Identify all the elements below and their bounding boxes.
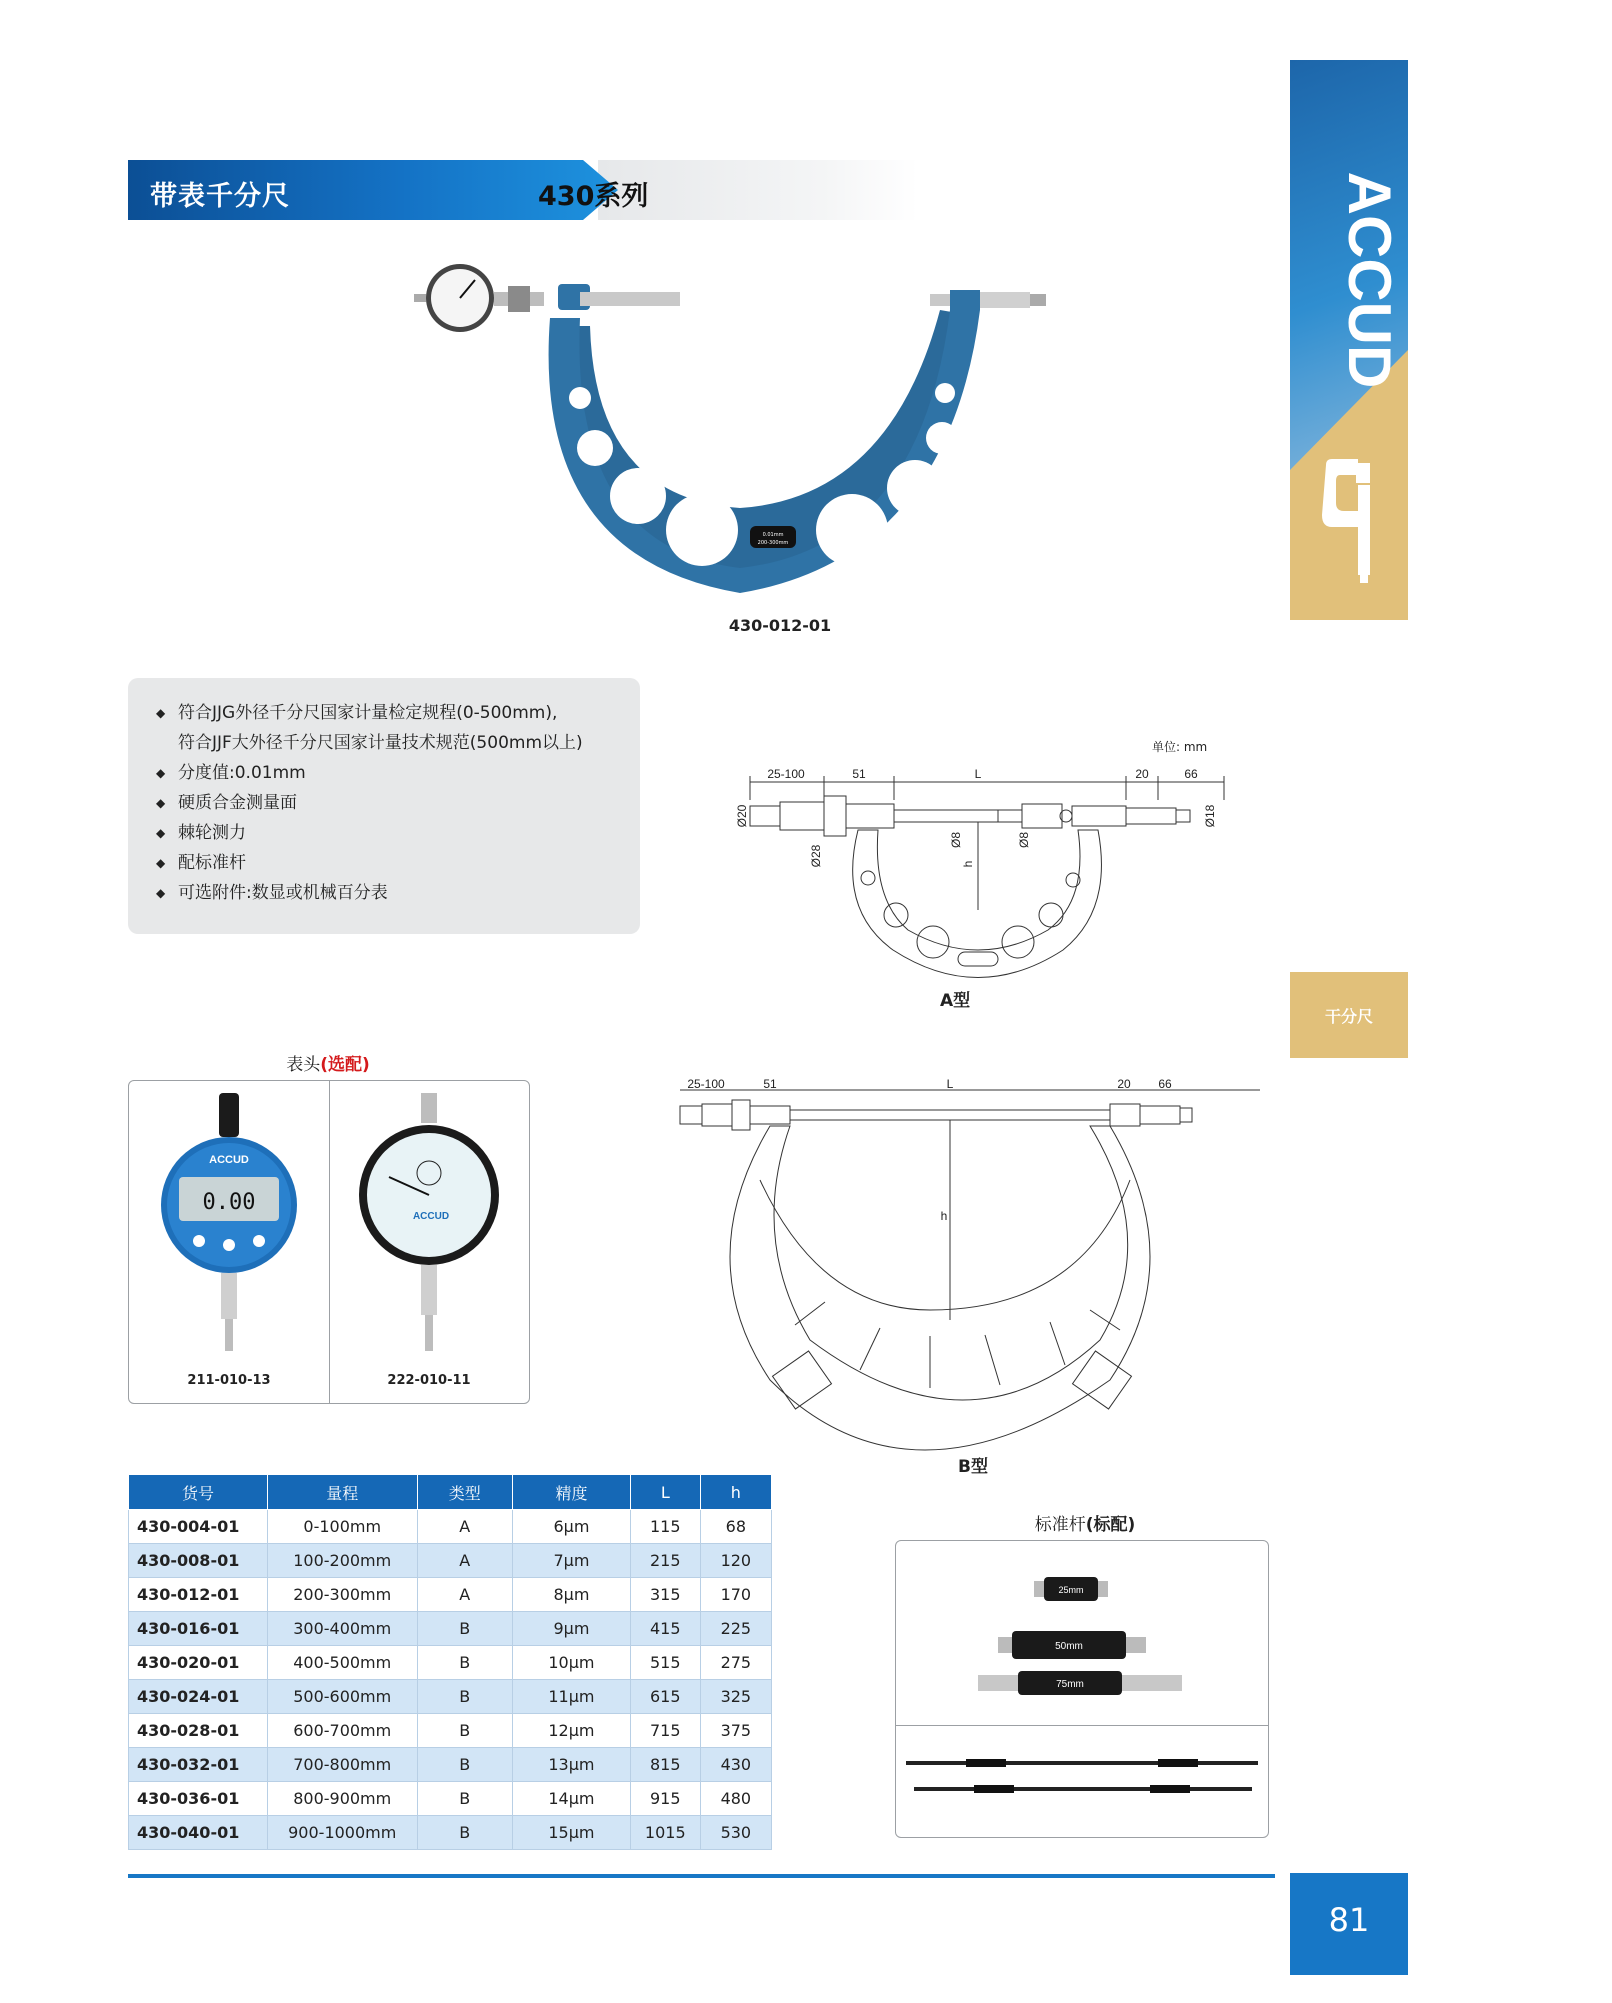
dim-20: 20 xyxy=(1135,767,1149,781)
cell-range: 200-300mm xyxy=(267,1578,417,1612)
dim-dia8-right: Ø8 xyxy=(1017,831,1031,849)
unit-label: 单位: mm xyxy=(1152,740,1208,754)
standard-bars-image xyxy=(896,1541,1268,1837)
cell-accuracy: 13μm xyxy=(513,1748,631,1782)
dim-dia20: Ø20 xyxy=(735,804,749,828)
cell-code: 430-036-01 xyxy=(129,1782,268,1816)
brand-strip xyxy=(1290,60,1408,620)
col-header-type: 类型 xyxy=(417,1475,513,1510)
header-series: 430系列 xyxy=(538,181,649,212)
cell-type: B xyxy=(417,1782,513,1816)
micrometer-icon xyxy=(1318,455,1378,585)
table-row xyxy=(129,1714,772,1748)
diagram-a-caption: A型 xyxy=(940,991,971,1011)
cell-range: 300-400mm xyxy=(267,1612,417,1646)
page-number: 81 xyxy=(1328,1901,1370,1939)
dim-b-h: h xyxy=(940,1209,948,1223)
dim-b-l: L xyxy=(946,1077,954,1091)
dim-b-51: 51 xyxy=(763,1077,777,1091)
standard-bars-title-note: (标配) xyxy=(1085,1515,1136,1535)
dim-66: 66 xyxy=(1184,767,1198,781)
bar-label-75: 75mm xyxy=(1056,1679,1084,1690)
cell-accuracy: 14μm xyxy=(513,1782,631,1816)
cell-h: 430 xyxy=(700,1748,771,1782)
col-header-h: h xyxy=(700,1475,771,1510)
cell-h: 325 xyxy=(700,1680,771,1714)
table-row xyxy=(129,1748,772,1782)
product-photo xyxy=(420,258,1070,598)
dim-dia8-left: Ø8 xyxy=(949,831,963,849)
dim-b-66: 66 xyxy=(1158,1077,1172,1091)
dial-heads-divider xyxy=(329,1081,330,1403)
dim-h: h xyxy=(961,860,975,868)
cell-h: 375 xyxy=(700,1714,771,1748)
cell-range: 900-1000mm xyxy=(267,1816,417,1850)
brand-logo-text: ACCUD xyxy=(1336,171,1403,389)
feature-list xyxy=(128,678,640,908)
cell-code: 430-016-01 xyxy=(129,1612,268,1646)
cell-h: 170 xyxy=(700,1578,771,1612)
cell-h: 120 xyxy=(700,1544,771,1578)
cell-code: 430-024-01 xyxy=(129,1680,268,1714)
cell-accuracy: 8μm xyxy=(513,1578,631,1612)
col-header-accuracy: 精度 xyxy=(513,1475,631,1510)
dim-dia18: Ø18 xyxy=(1203,804,1217,828)
cell-type: A xyxy=(417,1510,513,1544)
cell-type: B xyxy=(417,1816,513,1850)
cell-h: 225 xyxy=(700,1612,771,1646)
cell-l: 615 xyxy=(630,1680,700,1714)
col-header-l: L xyxy=(630,1475,700,1510)
bar-label-50: 50mm xyxy=(1055,1641,1083,1652)
cell-h: 480 xyxy=(700,1782,771,1816)
feature-item: ◆ 配标准杆 xyxy=(156,848,640,878)
spec-table xyxy=(128,1474,772,1850)
cell-accuracy: 12μm xyxy=(513,1714,631,1748)
cell-range: 0-100mm xyxy=(267,1510,417,1544)
diagram-b-caption: B型 xyxy=(958,1457,988,1477)
feature-item: ◆ 分度值:0.01mm xyxy=(156,758,640,788)
cell-accuracy: 11μm xyxy=(513,1680,631,1714)
footer-rule xyxy=(128,1874,1275,1878)
table-row xyxy=(129,1578,772,1612)
dim-25-100: 25-100 xyxy=(767,767,805,781)
standard-bars-title-text: 标准杆 xyxy=(1034,1515,1086,1535)
brand-logo xyxy=(1304,160,1403,400)
cell-l: 815 xyxy=(630,1748,700,1782)
cell-range: 100-200mm xyxy=(267,1544,417,1578)
cell-range: 400-500mm xyxy=(267,1646,417,1680)
category-tab xyxy=(1290,972,1408,1058)
dial-indicator-code: 222-010-11 xyxy=(387,1373,471,1388)
dim-b-20: 20 xyxy=(1117,1077,1131,1091)
cell-code: 430-028-01 xyxy=(129,1714,268,1748)
dial-heads-title-text: 表头 xyxy=(286,1055,321,1075)
digital-brand-text: ACCUD xyxy=(209,1154,249,1166)
cell-range: 600-700mm xyxy=(267,1714,417,1748)
feature-item: ◆ 硬质合金测量面 xyxy=(156,788,640,818)
cell-type: A xyxy=(417,1578,513,1612)
cell-type: A xyxy=(417,1544,513,1578)
diagram-type-a xyxy=(708,760,1228,990)
cell-code: 430-032-01 xyxy=(129,1748,268,1782)
table-row xyxy=(129,1544,772,1578)
cell-accuracy: 7μm xyxy=(513,1544,631,1578)
cell-h: 68 xyxy=(700,1510,771,1544)
cell-l: 1015 xyxy=(630,1816,700,1850)
cell-code: 430-012-01 xyxy=(129,1578,268,1612)
feature-item: 符合JJF大外径千分尺国家计量技术规范(500mm以上) xyxy=(178,733,583,753)
digital-indicator-image xyxy=(149,1093,309,1363)
cell-accuracy: 6μm xyxy=(513,1510,631,1544)
header-title: 带表千分尺 xyxy=(150,181,290,212)
table-row xyxy=(129,1816,772,1850)
bar-label-25: 25mm xyxy=(1058,1585,1084,1595)
table-row xyxy=(129,1646,772,1680)
diagram-type-b xyxy=(660,1077,1280,1460)
table-row xyxy=(129,1680,772,1714)
cell-l: 215 xyxy=(630,1544,700,1578)
col-header-range: 量程 xyxy=(267,1475,417,1510)
digital-readout: 0.00 xyxy=(202,1190,256,1215)
section-header xyxy=(128,160,788,220)
dial-heads-title xyxy=(128,1050,528,1075)
table-row xyxy=(129,1510,772,1544)
page-number-box xyxy=(1290,1873,1408,1975)
product-photo-caption: 430-012-01 xyxy=(728,616,832,635)
cell-type: B xyxy=(417,1714,513,1748)
cell-l: 315 xyxy=(630,1578,700,1612)
feature-item: ◆ 可选附件:数显或机械百分表 xyxy=(156,878,640,908)
dim-b-25-100: 25-100 xyxy=(687,1077,725,1091)
cell-code: 430-008-01 xyxy=(129,1544,268,1578)
cell-accuracy: 9μm xyxy=(513,1612,631,1646)
digital-indicator-code: 211-010-13 xyxy=(187,1373,271,1388)
category-tab-label: 干分尺 xyxy=(1324,1007,1373,1026)
cell-type: B xyxy=(417,1646,513,1680)
cell-type: B xyxy=(417,1612,513,1646)
dim-dia28: Ø28 xyxy=(809,844,823,868)
cell-h: 275 xyxy=(700,1646,771,1680)
standard-bars-title xyxy=(895,1510,1275,1535)
table-row xyxy=(129,1782,772,1816)
cell-range: 700-800mm xyxy=(267,1748,417,1782)
cell-accuracy: 10μm xyxy=(513,1646,631,1680)
cell-h: 530 xyxy=(700,1816,771,1850)
cell-l: 715 xyxy=(630,1714,700,1748)
table-header-row xyxy=(129,1475,772,1510)
dim-51: 51 xyxy=(852,767,866,781)
dial-heads-title-note: (选配) xyxy=(320,1055,370,1075)
feature-item: ◆ 符合JJG外径千分尺国家计量检定规程(0-500mm), xyxy=(156,698,640,728)
feature-item: ◆ 棘轮测力 xyxy=(156,818,640,848)
cell-l: 915 xyxy=(630,1782,700,1816)
cell-type: B xyxy=(417,1748,513,1782)
cell-range: 800-900mm xyxy=(267,1782,417,1816)
dial-heads-box xyxy=(128,1080,530,1404)
col-header-code: 货号 xyxy=(129,1475,268,1510)
cell-code: 430-020-01 xyxy=(129,1646,268,1680)
plate-line-2: 200-300mm xyxy=(757,540,789,546)
dial-indicator-image xyxy=(349,1093,509,1363)
cell-l: 115 xyxy=(630,1510,700,1544)
cell-l: 415 xyxy=(630,1612,700,1646)
cell-code: 430-040-01 xyxy=(129,1816,268,1850)
cell-range: 500-600mm xyxy=(267,1680,417,1714)
plate-line-1: 0.01mm xyxy=(762,532,784,538)
cell-accuracy: 15μm xyxy=(513,1816,631,1850)
standard-bars-box xyxy=(895,1540,1269,1838)
cell-code: 430-004-01 xyxy=(129,1510,268,1544)
dial-brand-text: ACCUD xyxy=(412,1211,450,1222)
cell-l: 515 xyxy=(630,1646,700,1680)
dim-l: L xyxy=(974,767,982,781)
table-row xyxy=(129,1612,772,1646)
feature-list-box xyxy=(128,678,640,934)
cell-type: B xyxy=(417,1680,513,1714)
